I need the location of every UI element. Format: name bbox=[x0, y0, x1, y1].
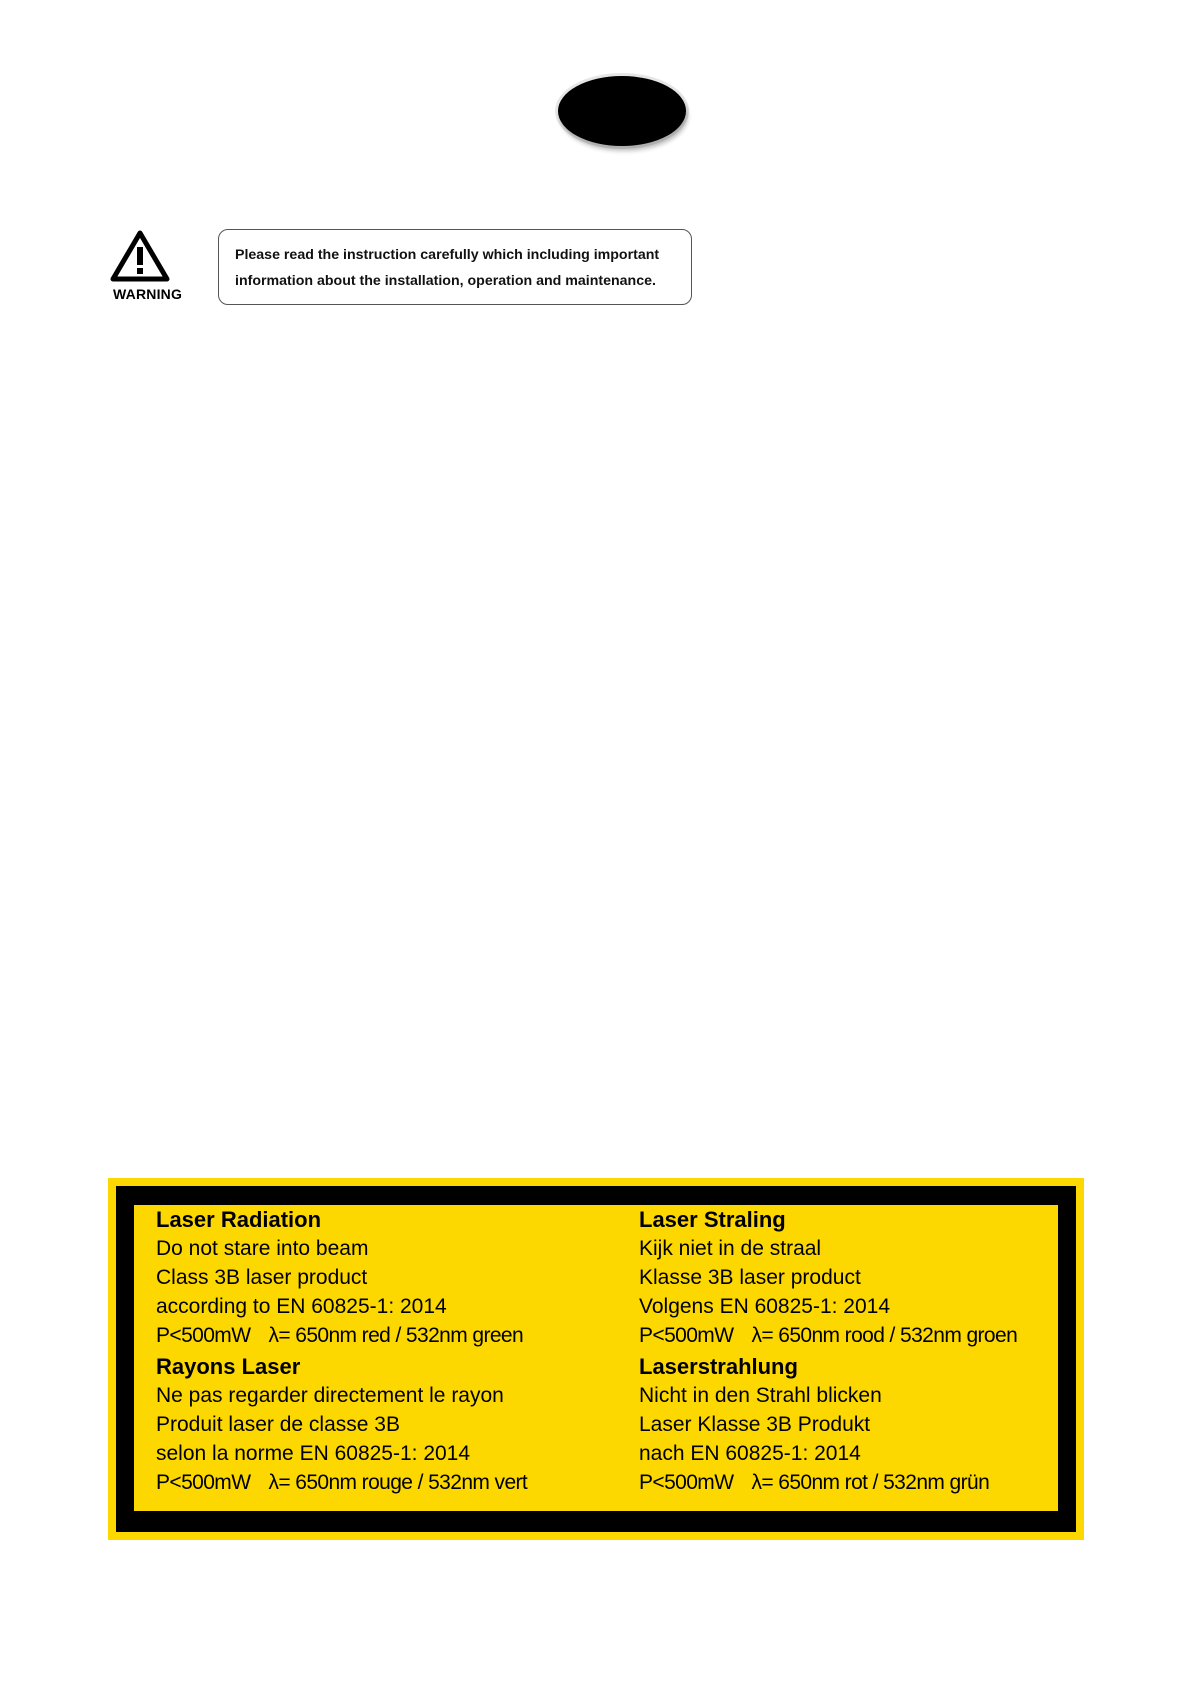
french-power: P<500mW bbox=[156, 1471, 251, 1494]
dutch-spec bbox=[639, 1321, 1017, 1350]
dutch-line-1: Kijk niet in de straal bbox=[639, 1237, 822, 1260]
french-block bbox=[156, 1352, 527, 1497]
german-wavelength: λ= 650nm rot / 532nm grün bbox=[751, 1471, 990, 1494]
dutch-line-3: Volgens EN 60825-1: 2014 bbox=[639, 1295, 891, 1318]
english-power: P<500mW bbox=[156, 1324, 251, 1347]
english-block bbox=[156, 1205, 527, 1350]
english-spec bbox=[156, 1321, 527, 1350]
laser-label-right-column bbox=[639, 1205, 1017, 1499]
english-wavelength: λ= 650nm red / 532nm green bbox=[268, 1324, 524, 1347]
english-title: Laser Radiation bbox=[156, 1207, 322, 1232]
dutch-wavelength: λ= 650nm rood / 532nm groen bbox=[751, 1324, 1018, 1347]
english-line-2: Class 3B laser product bbox=[156, 1266, 368, 1289]
french-spec bbox=[156, 1468, 527, 1497]
laser-label-content bbox=[134, 1205, 1058, 1511]
logo-ellipse bbox=[558, 76, 686, 146]
german-power: P<500mW bbox=[639, 1471, 734, 1494]
dutch-title: Laser Straling bbox=[639, 1207, 786, 1232]
laser-label-border bbox=[116, 1186, 1076, 1532]
english-line-1: Do not stare into beam bbox=[156, 1237, 369, 1260]
german-title: Laserstrahlung bbox=[639, 1354, 798, 1379]
english-line-3: according to EN 60825-1: 2014 bbox=[156, 1295, 447, 1318]
dutch-line-2: Klasse 3B laser product bbox=[639, 1266, 861, 1289]
german-spec bbox=[639, 1468, 1017, 1497]
german-line-3: nach EN 60825-1: 2014 bbox=[639, 1442, 861, 1465]
german-line-1: Nicht in den Strahl blicken bbox=[639, 1384, 882, 1407]
french-line-3: selon la norme EN 60825-1: 2014 bbox=[156, 1442, 471, 1465]
french-line-1: Ne pas regarder directement le rayon bbox=[156, 1384, 504, 1407]
laser-warning-label bbox=[108, 1178, 1084, 1540]
french-title: Rayons Laser bbox=[156, 1354, 301, 1379]
warning-triangle-icon bbox=[110, 230, 170, 282]
dutch-block bbox=[639, 1205, 1017, 1350]
notice-line-1: Please read the instruction carefully which including important bbox=[235, 247, 660, 263]
french-line-2: Produit laser de classe 3B bbox=[156, 1413, 400, 1436]
warning-label: WARNING bbox=[113, 286, 183, 302]
notice-line-2: information about the installation, operation and maintenance. bbox=[235, 273, 656, 289]
french-wavelength: λ= 650nm rouge / 532nm vert bbox=[268, 1471, 528, 1494]
german-line-2: Laser Klasse 3B Produkt bbox=[639, 1413, 871, 1436]
german-block bbox=[639, 1352, 1017, 1497]
laser-label-left-column bbox=[156, 1205, 527, 1499]
instruction-notice bbox=[218, 229, 692, 305]
dutch-power: P<500mW bbox=[639, 1324, 734, 1347]
